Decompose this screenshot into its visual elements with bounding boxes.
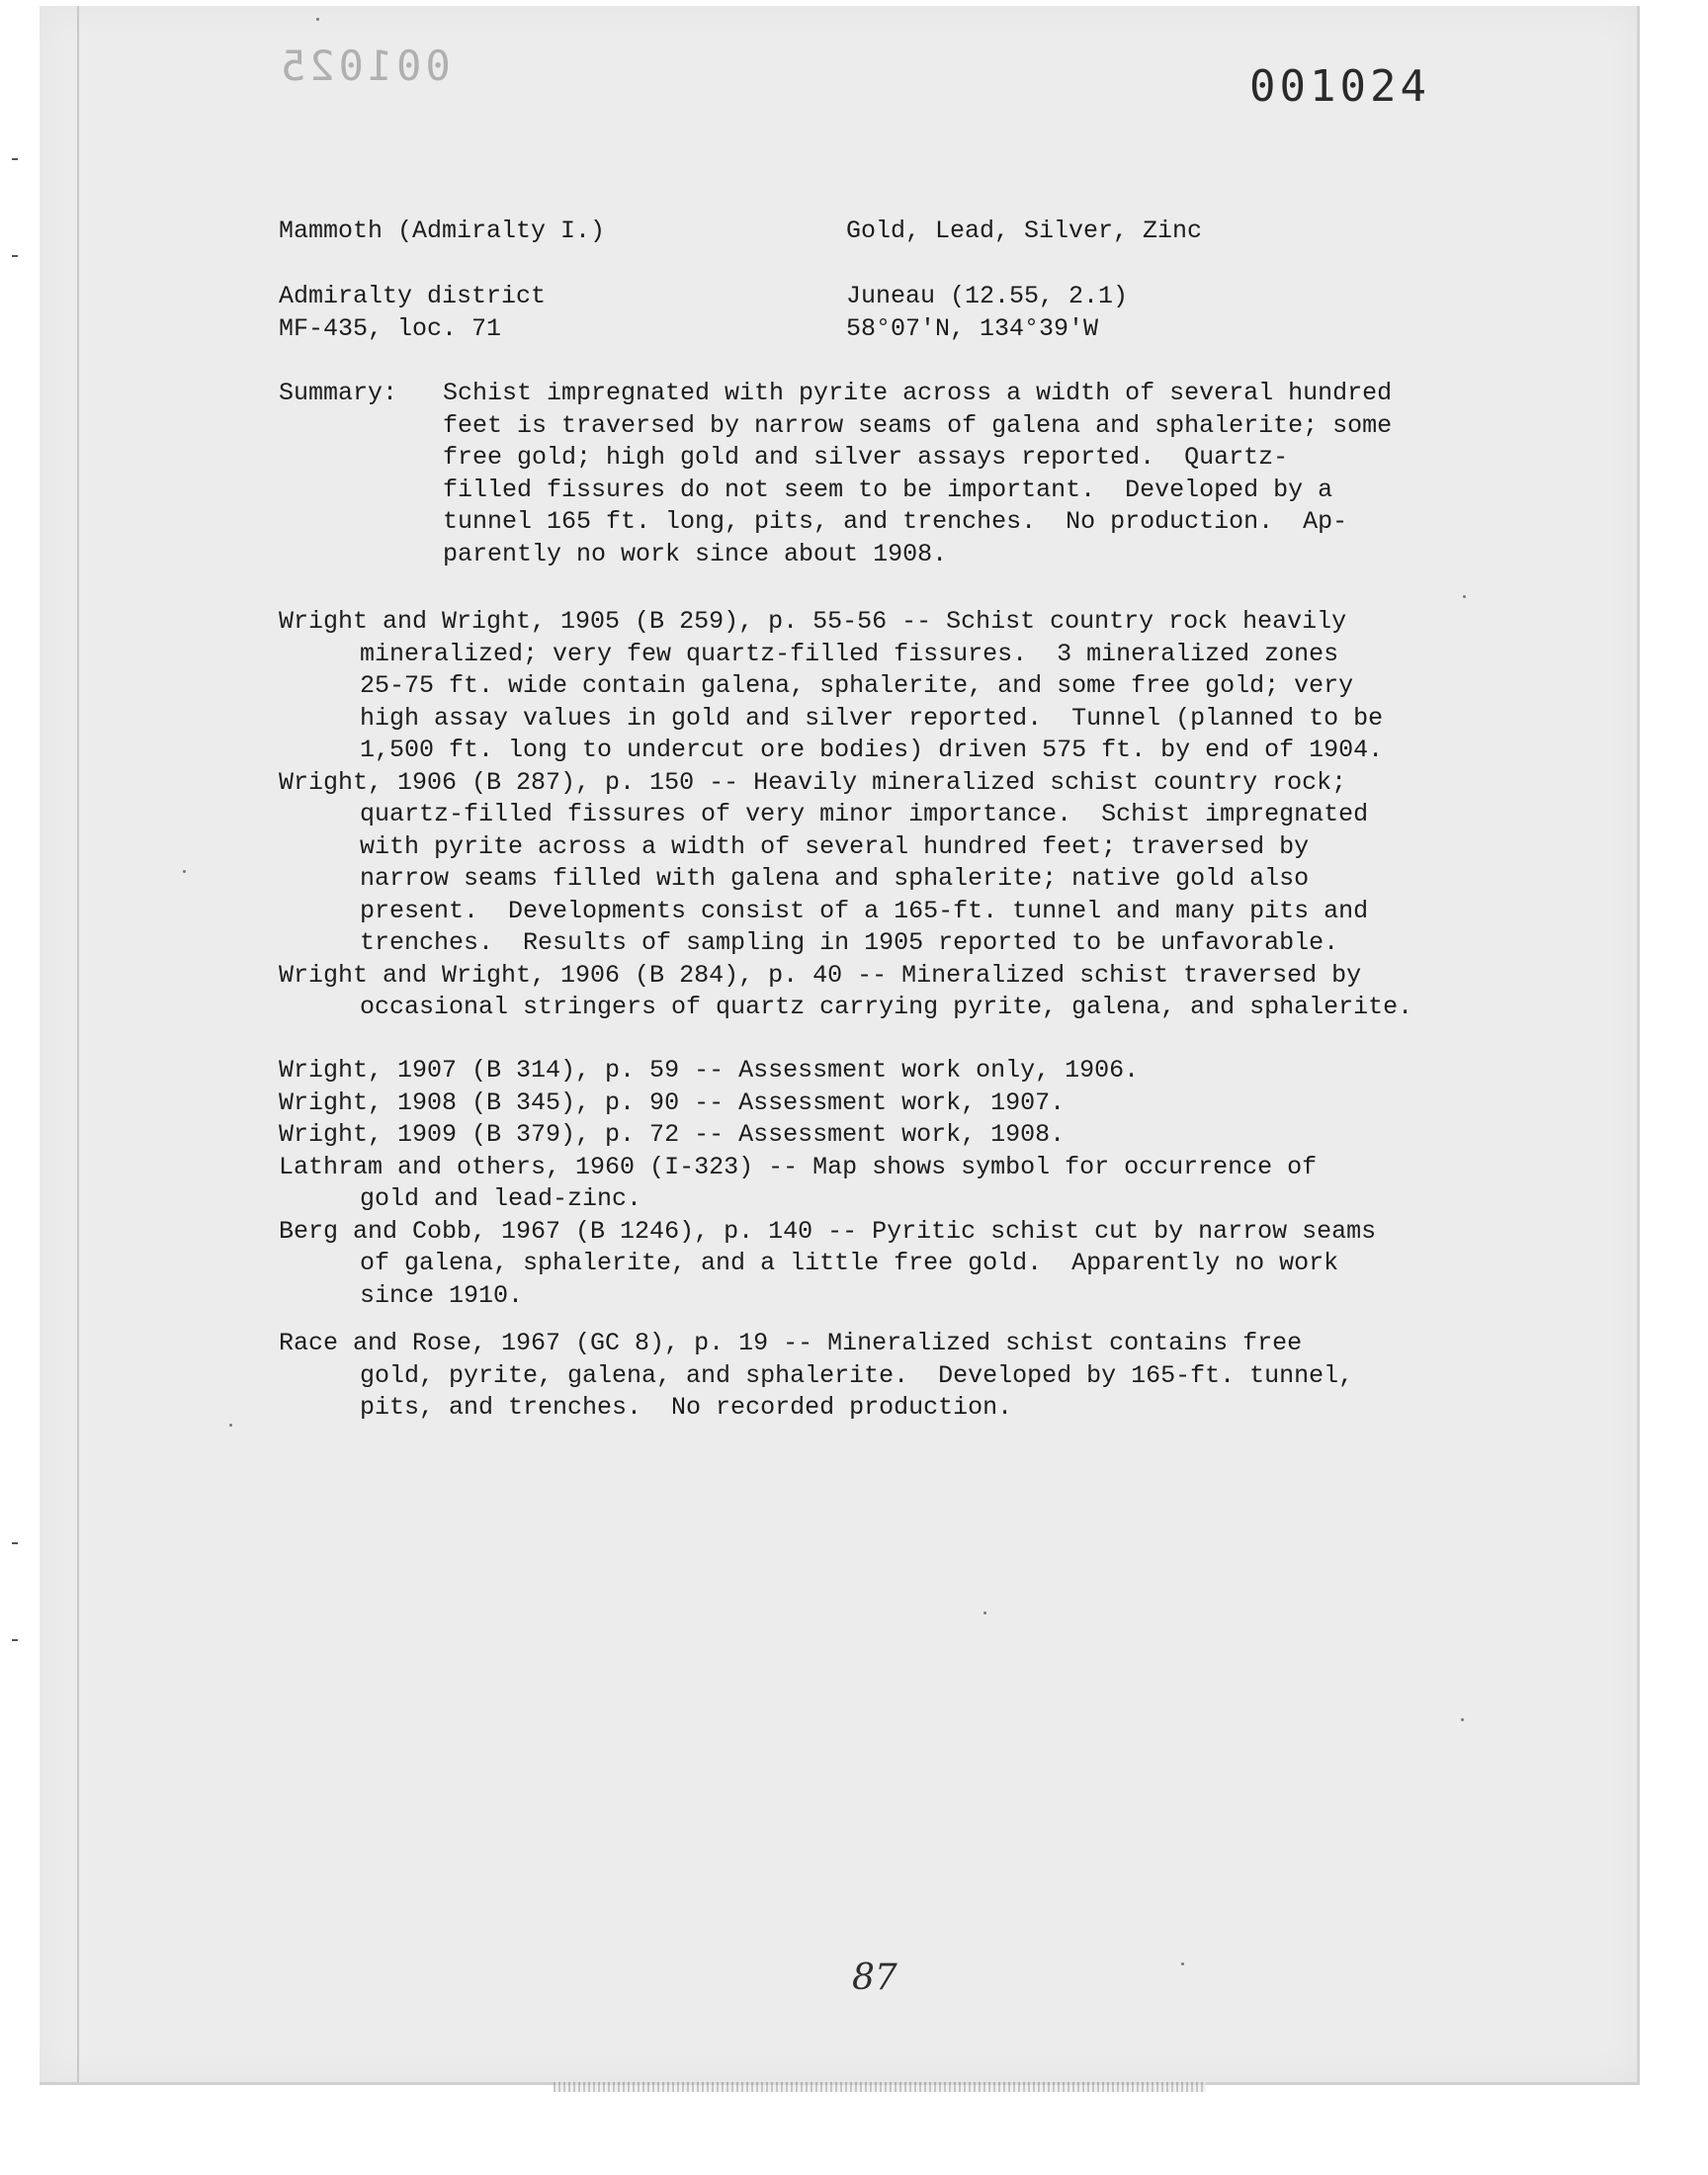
reference-continuation: 25-75 ft. wide contain galena, sphalerite, and some free gold; very xyxy=(360,671,1354,700)
reference-entry: Wright, 1909 (B 379), p. 72 -- Assessment work, 1908. xyxy=(279,1120,1066,1149)
summary-line: parently no work since about 1908. xyxy=(443,539,948,568)
reference-entry: Wright and Wright, 1906 (B 284), p. 40 -- Mineralized schist traversed by xyxy=(279,960,1362,990)
reference-continuation: quartz-filled fissures of very minor importance. Schist impregnated xyxy=(360,800,1369,828)
scan-speck xyxy=(1461,1718,1464,1721)
scan-speck xyxy=(1463,595,1466,598)
document-id-stamp: 001024 xyxy=(1249,61,1430,112)
summary-line: feet is traversed by narrow seams of galena and sphalerite; some xyxy=(443,410,1393,440)
reference-continuation: present. Developments consist of a 165-ft. tunnel and many pits and xyxy=(360,896,1369,925)
reference-continuation: high assay values in gold and silver reported. Tunnel (planned to be xyxy=(360,703,1384,733)
reference-entry: Wright, 1907 (B 314), p. 59 -- Assessment work only, 1906. xyxy=(279,1056,1140,1085)
handwritten-page-number: 87 xyxy=(852,1958,897,1998)
scan-edge-mark xyxy=(12,158,18,160)
reference-continuation: of galena, sphalerite, and a little free gold. Apparently no work xyxy=(360,1249,1339,1277)
reference-continuation: narrow seams filled with galena and sphalerite; native gold also xyxy=(360,864,1310,893)
scan-speck xyxy=(983,1611,986,1614)
summary-line: free gold; high gold and silver assays reported. Quartz- xyxy=(443,443,1289,472)
reference-entry: Berg and Cobb, 1967 (B 1246), p. 140 -- Pyritic schist cut by narrow seams xyxy=(279,1216,1377,1246)
scan-speck xyxy=(229,1424,232,1427)
map-reference: MF-435, loc. 71 xyxy=(279,314,502,343)
scan-edge-mark xyxy=(12,1542,18,1544)
commodities: Gold, Lead, Silver, Zinc xyxy=(846,217,1203,245)
scan-speck xyxy=(316,18,319,21)
reference-continuation: 1,500 ft. long to undercut ore bodies) driven 575 ft. by end of 1904. xyxy=(360,736,1384,764)
reference-entry: Wright and Wright, 1905 (B 259), p. 55-56 -- Schist country rock heavily xyxy=(279,607,1347,636)
deposit-name: Mammoth (Admiralty I.) xyxy=(279,217,606,245)
summary-line: Schist impregnated with pyrite across a width of several hundred xyxy=(443,379,1393,407)
summary-line: filled fissures do not seem to be important. Developed by a xyxy=(443,475,1333,504)
reference-entry: Wright, 1906 (B 287), p. 150 -- Heavily mineralized schist country rock; xyxy=(279,767,1347,797)
reference-continuation: gold, pyrite, galena, and sphalerite. Developed by 165-ft. tunnel, xyxy=(360,1360,1354,1390)
coordinates: 58°07'N, 134°39'W xyxy=(846,314,1099,343)
scan-bottom-artifact xyxy=(554,2082,1206,2092)
reference-entry: Wright, 1908 (B 345), p. 90 -- Assessment work, 1907. xyxy=(279,1088,1066,1117)
reference-continuation: with pyrite across a width of several hundred feet; traversed by xyxy=(360,831,1310,861)
scan-edge-mark xyxy=(12,255,18,257)
district: Admiralty district xyxy=(279,282,547,310)
quadrangle: Juneau (12.55, 2.1) xyxy=(846,282,1129,310)
summary-line: tunnel 165 ft. long, pits, and trenches. No production. Ap- xyxy=(443,507,1348,536)
scan-edge-mark xyxy=(12,1639,18,1641)
summary-label: Summary: xyxy=(279,379,398,407)
reference-continuation: mineralized; very few quartz-filled fissures. 3 mineralized zones xyxy=(360,639,1339,668)
reference-continuation: gold and lead-zinc. xyxy=(360,1184,642,1213)
reference-continuation: trenches. Results of sampling in 1905 reported to be unfavorable. xyxy=(360,928,1339,957)
bleed-through-page-number: 001025 xyxy=(277,42,451,90)
reference-continuation: pits, and trenches. No recorded production. xyxy=(360,1393,1013,1422)
scan-speck xyxy=(183,870,186,873)
reference-entry: Lathram and others, 1960 (I-323) -- Map shows symbol for occurrence of xyxy=(279,1152,1318,1181)
reference-continuation: occasional stringers of quartz carrying pyrite, galena, and sphalerite. xyxy=(360,993,1413,1021)
page-edge-shadow xyxy=(77,6,79,2082)
reference-entry: Race and Rose, 1967 (GC 8), p. 19 -- Mineralized schist contains free xyxy=(279,1329,1303,1357)
scan-speck xyxy=(1181,1962,1184,1965)
reference-continuation: since 1910. xyxy=(360,1280,524,1310)
